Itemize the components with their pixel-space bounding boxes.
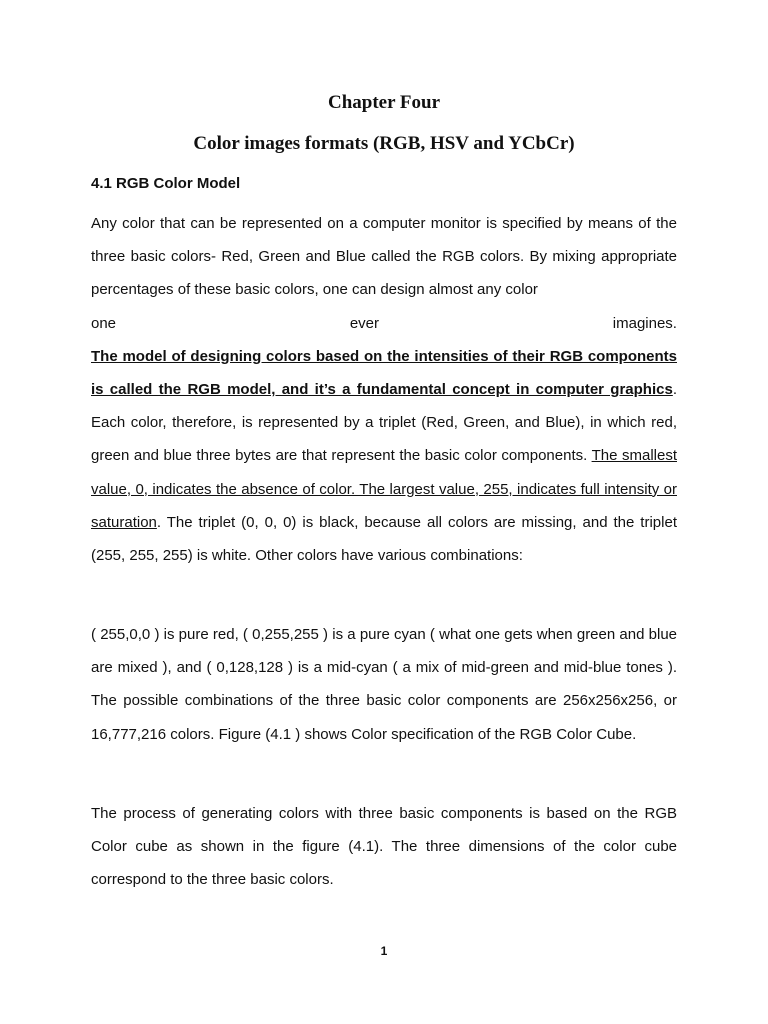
section-heading: 4.1 RGB Color Model [91,175,241,192]
chapter-title: Color images formats (RGB, HSV and YCbCr) [193,133,575,154]
word-imagines: imagines. [612,314,677,332]
intro-text: Any color that can be represented on a computer monitor is specified by means of the three basic colors- Red, Green and Blue called the RGB colors. By mixing appropriate percentages of these basic colors, one can design almost any color [91,215,677,299]
value-range-text: The smallest value, 0, indicates the absence of color. The largest value, 255, indicates full intensity or saturation [91,447,677,531]
triplet-text: . Each color, therefore, is represented by a triplet (Red, Green, and Blue), in which red, green and blue three bytes are that represent the basic color components. [91,381,677,465]
paragraph-color-cube: The process of generating colors with three basic components is based on the RGB Color cube as shown in the figure (4.1). The three dimensions of the color cube correspond to the three basic colors. [91,805,677,889]
black-white-text: . The triplet (0, 0, 0) is black, because all colors are missing, and the triplet (255, 255, 255) is white. Other colors have various combinations: [91,513,677,565]
chapter-heading: Chapter Four [327,92,441,113]
paragraph-color-examples: ( 255,0,0 ) is pure red, ( 0,255,255 ) is a pure cyan ( what one gets when green and blue are mixed ), and ( 0,128,128 ) is a mid-cyan ( a mix of mid-green and mid-blue tones ). The possible combinations of the three basic color components are 256x256x256, or 16,777,216 colors. Figure (4.1 ) shows Color specification of the RGB Color Cube. [91,626,677,743]
word-ever: ever [349,314,379,332]
paragraph-rgb-intro [91,207,677,572]
word-one: one [91,314,117,332]
page-number: 1 [380,944,388,958]
rgb-model-definition: The model of designing colors based on the intensities of their RGB components is called the RGB model, and it’s a fundamental concept in computer graphics [91,347,677,399]
justified-line [91,307,677,340]
